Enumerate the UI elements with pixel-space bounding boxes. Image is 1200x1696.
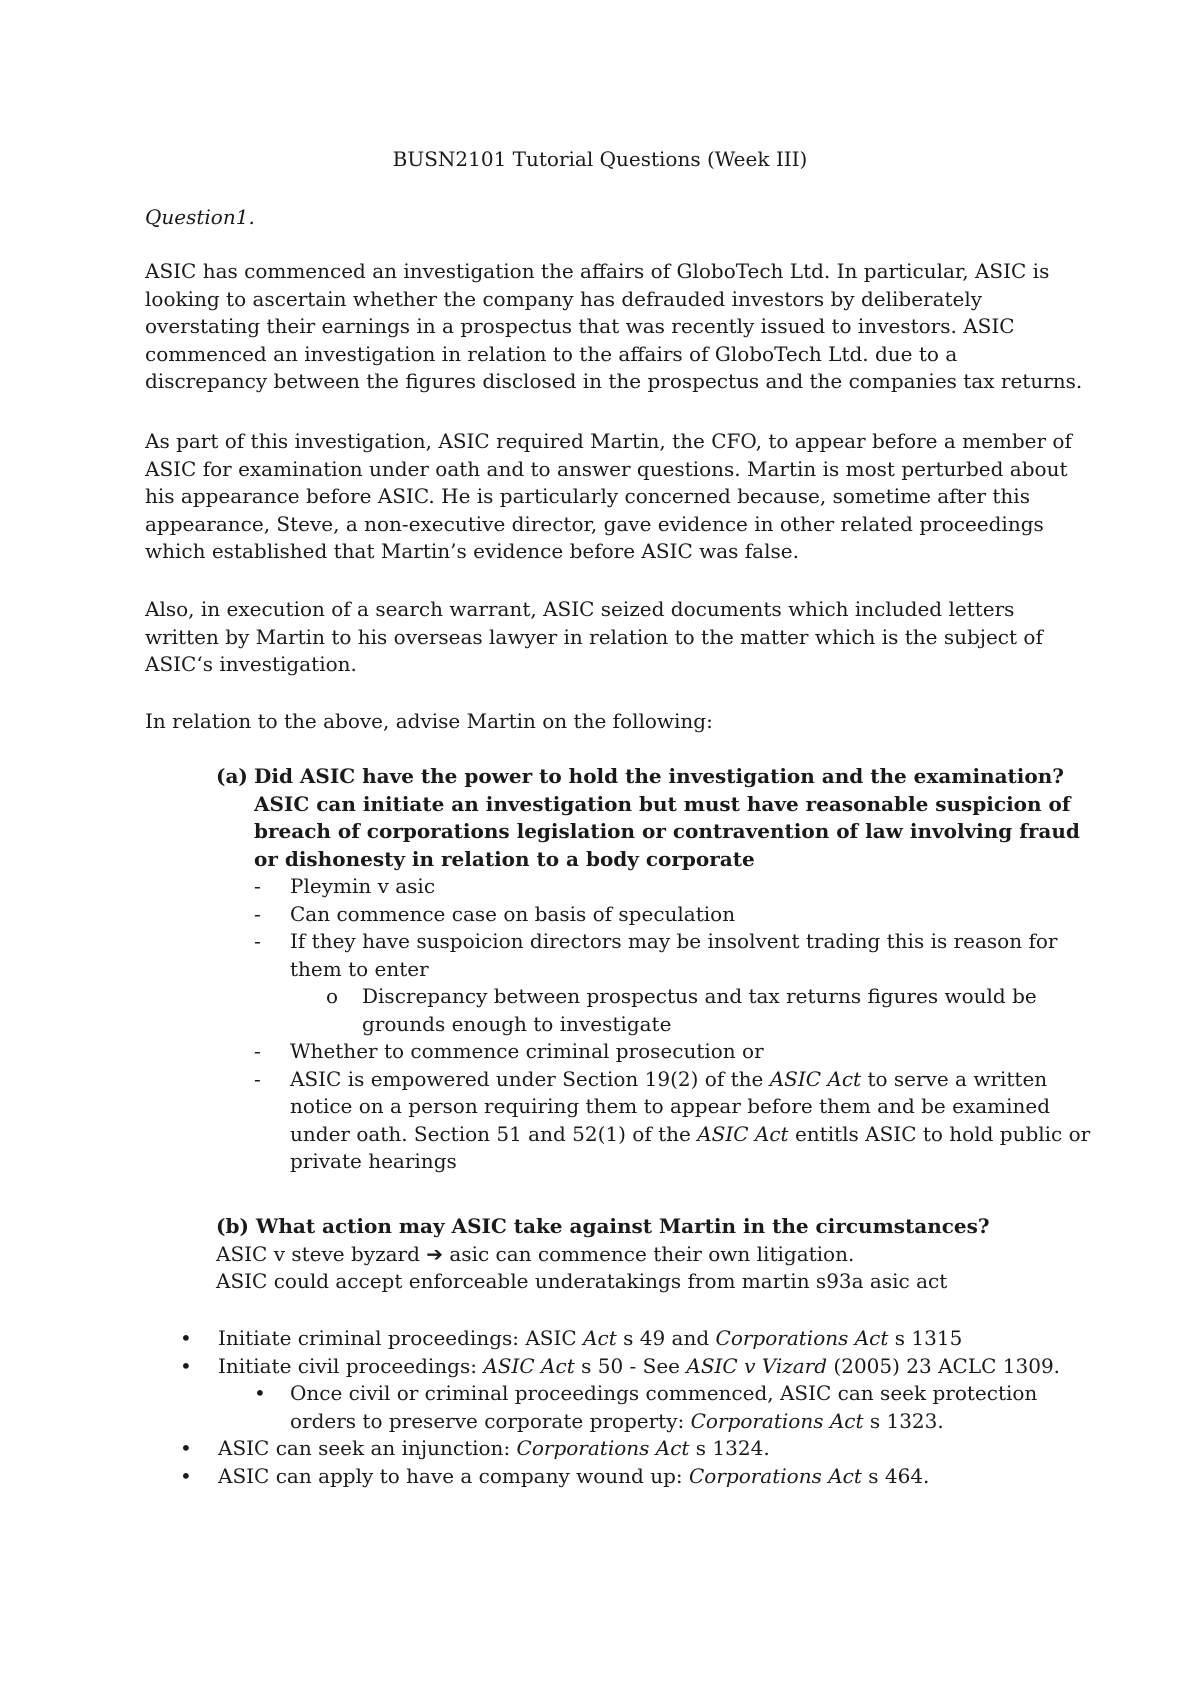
list-item: o Discrepancy between prospectus and tax returns figures would be grounds enough to investigate xyxy=(326,984,1037,1036)
bullet-marker: • xyxy=(180,1463,192,1488)
paragraph-advise: In relation to the above, advise Martin on the following: xyxy=(145,709,713,733)
section-a xyxy=(216,763,1096,1176)
circle-marker: o xyxy=(326,984,339,1008)
dash-marker: - xyxy=(254,901,261,926)
list-item: - Can commence case on basis of speculation xyxy=(254,901,1096,929)
list-item: - Whether to commence criminal prosecution or xyxy=(254,1038,1096,1066)
list-item: - If they have suspoicion directors may be insolvent trading this is reason for them to enter o Discrepancy between prospectus and tax returns figures would be grounds enough to investigate xyxy=(254,928,1096,1038)
list-item: • ASIC can apply to have a company wound up: Corporations Act s 464. xyxy=(180,1463,1100,1491)
action-bullet-list xyxy=(180,1325,1100,1490)
section-b-line-2: ASIC could accept enforceable underatakings from martin s93a asic act xyxy=(216,1269,948,1293)
bullet-marker: • xyxy=(180,1326,192,1350)
list-item: - Pleymin v asic xyxy=(254,873,1096,901)
section-a-question: Did ASIC have the power to hold the investigation and the examination? xyxy=(254,764,1064,788)
bullet-marker: • xyxy=(180,1436,192,1460)
list-item: - ASIC is empowered under Section 19(2) of the ASIC Act to serve a written notice on a person requiring them to appear before them and be examined under oath. Section 51 and 52(1) of the ASIC Act entitls ASIC to hold public or private hearings xyxy=(254,1066,1091,1173)
dash-marker: - xyxy=(254,1066,261,1091)
paragraph-search-warrant: Also, in execution of a search warrant, ASIC seized documents which included letters written by Martin to his overseas lawyer in relation to the matter which is the subject of ASIC‘s investigation. xyxy=(145,597,1043,676)
bullet-marker: • xyxy=(254,1381,266,1405)
list-item: • Initiate civil proceedings: ASIC Act s 50 - See ASIC v Vizard (2005) 23 ACLC 1309. • Once civil or criminal proceedings commenced, ASIC can seek protection orders to preserve corporate property: Corporations Act s 1323. xyxy=(180,1353,1100,1436)
paragraph-examination: As part of this investigation, ASIC required Martin, the CFO, to appear before a member of ASIC for examination under oath and to answer questions. Martin is most perturbed about his appearance before ASIC. He is particularly concerned because, sometime after this appearance, Steve, a non-executive director, gave evidence in other related proceedings which established that Martin’s evidence before ASIC was false. xyxy=(145,429,1072,563)
paragraph-scenario: ASIC has commenced an investigation the affairs of GloboTech Ltd. In particular, ASIC is looking to ascertain whether the company has defrauded investors by deliberately overstating their earnings in a prospectus that was recently issued to investors. ASIC commenced an investigation in relation to the affairs of GloboTech Ltd. due to a discrepancy between the figures disclosed in the prospectus and the companies tax returns. xyxy=(145,259,1083,393)
section-b-line-1: ASIC v steve byzard ➔ asic can commence their own litigation. xyxy=(216,1241,855,1266)
list-item: • ASIC can seek an injunction: Corporations Act s 1324. xyxy=(180,1435,1100,1463)
arrow-icon: ➔ xyxy=(426,1241,444,1266)
document-title: BUSN2101 Tutorial Questions (Week III) xyxy=(392,147,808,171)
section-a-label: (a) xyxy=(216,764,248,788)
section-a-answer: ASIC can initiate an investigation but must have reasonable suspicion of breach of corporations legislation or contravention of law involving fraud or dishonesty in relation to a body corporate xyxy=(254,791,1080,871)
bullet-marker: • xyxy=(180,1353,192,1378)
question-heading: Question1. xyxy=(145,205,255,229)
section-b-question: (b) What action may ASIC take against Martin in the circumstances? xyxy=(216,1214,990,1238)
section-a-notes xyxy=(216,873,1096,1176)
dash-marker: - xyxy=(254,929,261,953)
list-item: • Initiate criminal proceedings: ASIC Act s 49 and Corporations Act s 1315 xyxy=(180,1325,1100,1353)
list-item: • Once civil or criminal proceedings commenced, ASIC can seek protection orders to preserve corporate property: Corporations Act s 1323. xyxy=(254,1381,1038,1433)
section-a-heading xyxy=(216,763,1096,791)
dash-marker: - xyxy=(254,1039,261,1063)
section-b xyxy=(216,1213,1096,1296)
sub-bullet-list xyxy=(218,1380,1100,1435)
dash-marker: - xyxy=(254,874,261,898)
section-a-subnotes xyxy=(290,983,1096,1038)
